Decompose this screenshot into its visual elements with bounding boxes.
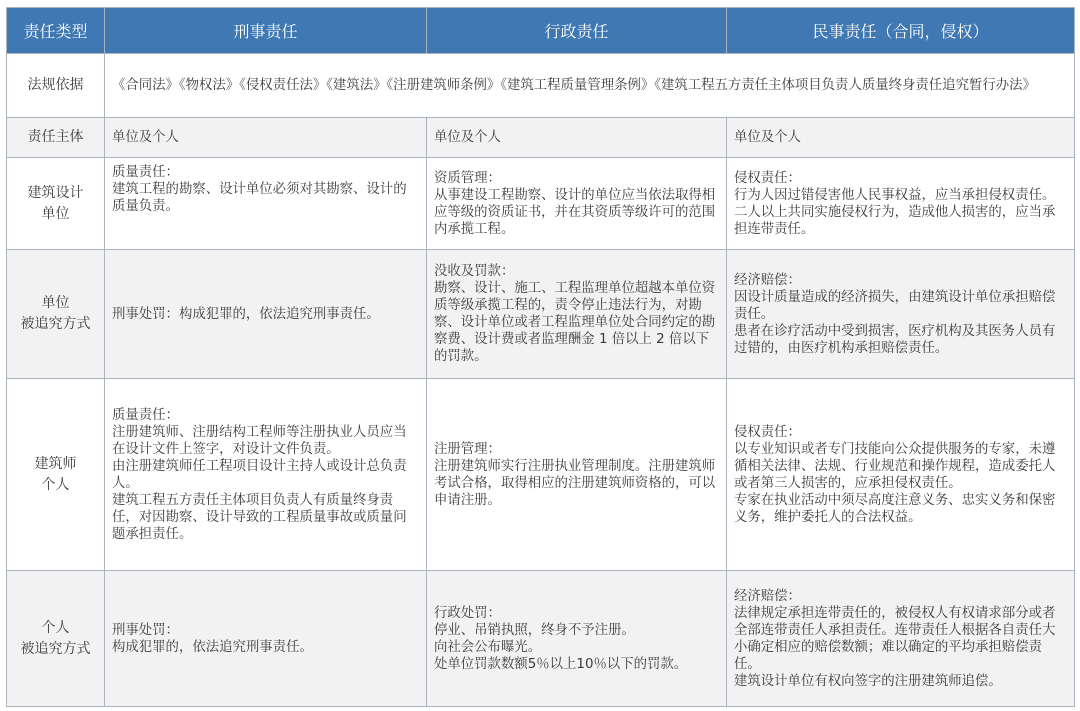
- row-label: [7, 379, 105, 571]
- header-row: [7, 8, 1075, 54]
- cell-civil: [727, 158, 1075, 250]
- header-liability-type: 责任类型: [7, 8, 105, 54]
- row-law-basis: [7, 54, 1075, 118]
- cell-line: 从事建设工程勘察、设计的单位应当依法取得相应等级的资质证书，并在其资质等级许可的范围内承揽工程。: [434, 187, 716, 237]
- cell-line: 质量责任：: [112, 407, 179, 423]
- header-administrative: 行政责任: [427, 8, 727, 54]
- cell-line: 向社会公布曝光。: [434, 639, 542, 655]
- cell-admin: [427, 158, 727, 250]
- row-label: [7, 571, 105, 707]
- row-label-line: 个人: [41, 619, 70, 636]
- cell-line: 没收及罚款：: [434, 264, 515, 279]
- law-basis-text: 《合同法》《物权法》《侵权责任法》《建筑法》《注册建筑师条例》《建筑工程质量管理条例》《建筑工程五方责任主体项目负责人质量终身责任追究暂行办法》: [105, 54, 1075, 118]
- row-individual-pursuit: [7, 571, 1075, 707]
- row-label-line: 被追究方式: [20, 640, 91, 657]
- header-criminal: 刑事责任: [105, 8, 427, 54]
- cell-line: 注册建筑师实行注册执业管理制度。注册建筑师考试合格，取得相应的注册建筑师资格的，可以申请注册。: [434, 458, 716, 508]
- header-civil: 民事责任（合同，侵权）: [727, 8, 1075, 54]
- cell-admin: [427, 571, 727, 707]
- row-architect: [7, 379, 1075, 571]
- cell-line: 患者在诊疗活动中受到损害，医疗机构及其医务人员有过错的，由医疗机构承担赔偿责任。: [734, 323, 1056, 356]
- cell-line: 专家在执业活动中须尽高度注意义务、忠实义务和保密义务，维护委托人的合法权益。: [734, 492, 1056, 525]
- cell-line: 停业、吊销执照，终身不予注册。: [434, 622, 635, 638]
- row-subject: [7, 118, 1075, 158]
- cell-criminal: 单位及个人: [105, 118, 427, 158]
- cell-line: 行为人因过错侵害他人民事权益，应当承担侵权责任。二人以上共同实施侵权行为，造成他人损害的，应当承担连带责任。: [734, 187, 1056, 237]
- row-label: 责任主体: [7, 118, 105, 158]
- cell-admin: [427, 250, 727, 379]
- cell-line: 注册建筑师、注册结构工程师等注册执业人员应当在设计文件上签字，对设计文件负责。: [112, 424, 407, 457]
- cell-line: 由注册建筑师任工程项目设计主持人或设计总负责人。: [112, 458, 407, 491]
- cell-admin: 单位及个人: [427, 118, 727, 158]
- cell-line: 刑事处罚：: [112, 622, 179, 638]
- cell-line: 因设计质量造成的经济损失，由建筑设计单位承担赔偿责任。: [734, 289, 1056, 322]
- cell-civil: 单位及个人: [727, 118, 1075, 158]
- row-label-line: 单位: [41, 205, 70, 222]
- cell-line: 质量责任：: [112, 165, 179, 180]
- cell-criminal: [105, 250, 427, 379]
- cell-line: 建筑工程的勘察、设计单位必须对其勘察、设计的质量负责。: [112, 182, 407, 214]
- cell-criminal: [105, 379, 427, 571]
- cell-line: 建筑工程五方责任主体项目负责人有质量终身责任，对因勘察、设计导致的工程质量事故或质量问题承担责任。: [112, 492, 407, 542]
- cell-line: 构成犯罪的，依法追究刑事责任。: [112, 639, 313, 655]
- cell-line: 法律规定承担连带责任的，被侵权人有权请求部分或者全部连带责任人承担责任。连带责任人根据各自责任大小确定相应的赔偿数额；难以确定的平均承担赔偿责任。: [734, 605, 1056, 672]
- row-unit-pursuit: [7, 250, 1075, 379]
- cell-admin: [427, 379, 727, 571]
- cell-line: 经济赔偿：: [734, 588, 801, 604]
- cell-line: 侵权责任：: [734, 424, 801, 440]
- row-label: [7, 250, 105, 379]
- cell-criminal: [105, 571, 427, 707]
- row-label-line: 单位: [41, 295, 70, 311]
- cell-line: 行政处罚：: [434, 605, 501, 621]
- row-label: 法规依据: [7, 54, 105, 118]
- cell-line: 侵权责任：: [734, 170, 801, 186]
- cell-line: 勘察、设计、施工、工程监理单位超越本单位资质等级承揽工程的，责令停止违法行为，对勘察、设计单位或者工程监理单位处合同约定的勘察费、设计费或者监理酬金 1 倍以上 2 倍以下的罚款。: [434, 281, 716, 364]
- row-label-line: 建筑设计: [27, 184, 84, 201]
- liability-table: [6, 7, 1075, 707]
- row-label-line: 建筑师: [34, 455, 77, 472]
- cell-line: 注册管理：: [434, 441, 501, 457]
- cell-criminal: [105, 158, 427, 250]
- cell-line: 刑事处罚：构成犯罪的，依法追究刑事责任。: [112, 306, 380, 322]
- row-label: [7, 158, 105, 250]
- row-label-line: 个人: [41, 476, 70, 493]
- cell-line: 资质管理：: [434, 170, 501, 186]
- cell-civil: [727, 379, 1075, 571]
- cell-civil: [727, 250, 1075, 379]
- row-design-unit: [7, 158, 1075, 250]
- cell-civil: [727, 571, 1075, 707]
- row-label-line: 被追究方式: [20, 316, 91, 332]
- cell-line: 经济赔偿：: [734, 272, 801, 288]
- cell-line: 处单位罚款数额5％以上10％以下的罚款。: [434, 656, 688, 672]
- cell-line: 建筑设计单位有权向签字的注册建筑师追偿。: [734, 673, 1002, 689]
- cell-line: 以专业知识或者专门技能向公众提供服务的专家，未遵循相关法律、法规、行业规范和操作规程，造成委托人或者第三人损害的，应承担侵权责任。: [734, 441, 1056, 491]
